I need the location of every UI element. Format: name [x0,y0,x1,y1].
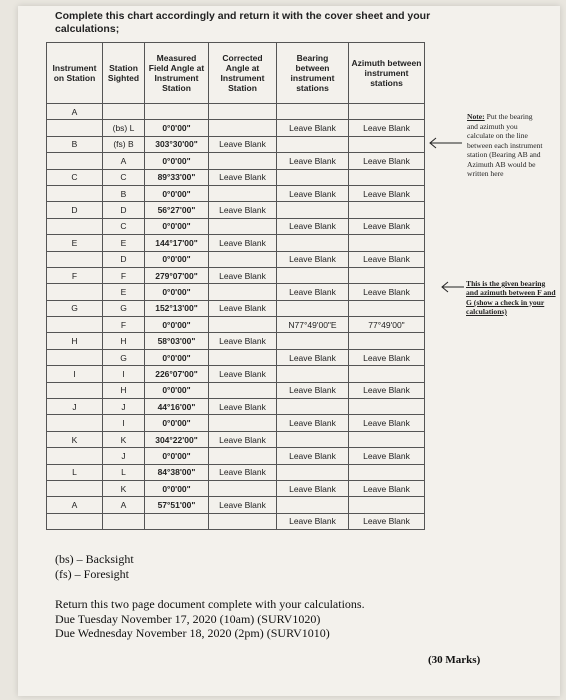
table-row [47,267,425,283]
corrected-angle-blank [209,317,277,333]
station-sighted-cell: C [103,169,145,185]
instrument-station-cell: H [47,333,103,349]
measured-angle-cell: 44°16'00" [145,399,209,415]
instrument-station-blank [47,218,103,234]
measured-angle-blank [145,104,209,120]
table-row [47,136,425,152]
azimuth-cell[interactable]: Leave Blank [349,153,425,169]
corrected-angle-blank [209,415,277,431]
table-row [47,218,425,234]
azimuth-blank [349,104,425,120]
instrument-station-cell: D [47,202,103,218]
azimuth-cell[interactable]: Leave Blank [349,513,425,529]
station-sighted-cell: D [103,251,145,267]
corrected-angle-cell[interactable]: Leave Blank [209,333,277,349]
station-sighted-cell: K [103,431,145,447]
measured-angle-cell: 57°51'00" [145,497,209,513]
measured-angle-cell: 152°13'00" [145,300,209,316]
table-row [47,415,425,431]
instrument-station-blank [47,153,103,169]
station-sighted-cell: H [103,333,145,349]
instrument-station-blank [47,480,103,496]
bearing-cell[interactable]: Leave Blank [277,480,349,496]
measured-angle-cell: 0°0'00" [145,480,209,496]
corrected-angle-cell[interactable]: Leave Blank [209,300,277,316]
bearing-cell[interactable]: Leave Blank [277,349,349,365]
instrument-station-blank [47,185,103,201]
station-sighted-cell: A [103,497,145,513]
station-sighted-cell: D [103,202,145,218]
bearing-blank [277,464,349,480]
instrument-station-cell: E [47,235,103,251]
table-row [47,169,425,185]
azimuth-blank [349,399,425,415]
instrument-station-cell: C [47,169,103,185]
measured-angle-cell: 0°0'00" [145,120,209,136]
bearing-cell[interactable]: Leave Blank [277,284,349,300]
bearing-cell[interactable]: Leave Blank [277,153,349,169]
azimuth-blank [349,202,425,218]
station-sighted-cell: F [103,317,145,333]
note-box [467,112,545,179]
measured-angle-cell: 0°0'00" [145,349,209,365]
corrected-angle-cell[interactable]: Leave Blank [209,202,277,218]
instrument-station-blank [47,415,103,431]
azimuth-cell[interactable]: Leave Blank [349,120,425,136]
measured-angle-cell: 303°30'00" [145,136,209,152]
table-row [47,185,425,201]
bearing-blank [277,169,349,185]
corrected-angle-blank [209,218,277,234]
bearing-cell[interactable]: Leave Blank [277,415,349,431]
azimuth-blank [349,300,425,316]
bearing-blank [277,136,349,152]
corrected-angle-blank [209,153,277,169]
return-instruction: Return this two page document complete with your calculations. [55,597,365,611]
station-sighted-cell: H [103,382,145,398]
measured-angle-cell: 226°07'00" [145,366,209,382]
corrected-angle-blank [209,513,277,529]
azimuth-cell[interactable]: Leave Blank [349,185,425,201]
station-sighted-cell: E [103,235,145,251]
due-date-surv1010: Due Wednesday November 18, 2020 (2pm) (SURV1010) [55,626,330,640]
bearing-cell[interactable]: Leave Blank [277,448,349,464]
table-row [47,317,425,333]
due-date-surv1020: Due Tuesday November 17, 2020 (10am) (SURV1020) [55,611,321,626]
measured-angle-cell: 0°0'00" [145,382,209,398]
instrument-station-cell: I [47,366,103,382]
station-sighted-cell: G [103,349,145,365]
bearing-blank [277,202,349,218]
azimuth-blank [349,431,425,447]
bearing-blank [277,497,349,513]
corrected-angle-cell[interactable]: Leave Blank [209,136,277,152]
instrument-station-cell: A [47,104,103,120]
measured-angle-cell: 304°22'00" [145,431,209,447]
measured-angle-cell: 279°07'00" [145,267,209,283]
azimuth-blank [349,136,425,152]
instrument-station-blank [47,251,103,267]
bearing-blank [277,235,349,251]
bearing-blank [277,431,349,447]
note-text: Put the bearing and azimuth you calculate on the line between each instrument station (Bearing AB and Azimuth AB would be written here [467,112,543,178]
instrument-station-blank [47,382,103,398]
bearing-cell[interactable]: N77°49'00"E [277,317,349,333]
bearing-cell[interactable]: Leave Blank [277,218,349,234]
bearing-cell[interactable]: Leave Blank [277,513,349,529]
note-label: Note: [467,112,485,121]
corrected-angle-cell[interactable]: Leave Blank [209,464,277,480]
station-sighted-cell: (fs) B [103,136,145,152]
table-row [47,333,425,349]
measured-angle-cell: 0°0'00" [145,317,209,333]
bearing-blank [277,366,349,382]
instrument-station-blank [47,120,103,136]
azimuth-blank [349,235,425,251]
azimuth-blank [349,464,425,480]
table-row [47,448,425,464]
corrected-angle-cell[interactable]: Leave Blank [209,497,277,513]
measured-angle-cell: 89°33'00" [145,169,209,185]
corrected-angle-blank [209,480,277,496]
corrected-angle-blank [209,120,277,136]
instrument-station-blank [47,513,103,529]
station-sighted-cell: B [103,185,145,201]
measured-angle-cell: 0°0'00" [145,251,209,267]
instrument-station-cell: L [47,464,103,480]
azimuth-cell[interactable]: Leave Blank [349,382,425,398]
measured-angle-blank [145,513,209,529]
footer-text [55,552,535,641]
station-sighted-cell: G [103,300,145,316]
bearing-blank [277,399,349,415]
station-sighted-cell: J [103,448,145,464]
azimuth-cell[interactable]: Leave Blank [349,251,425,267]
station-sighted-cell: K [103,480,145,496]
station-sighted-cell: J [103,399,145,415]
instructions-text: Complete this chart accordingly and return it with the cover sheet and your calculations; [55,10,431,35]
azimuth-blank [349,366,425,382]
corrected-angle-cell[interactable]: Leave Blank [209,366,277,382]
corrected-angle-blank [209,349,277,365]
azimuth-cell[interactable]: Leave Blank [349,448,425,464]
measured-angle-cell: 56°27'00" [145,202,209,218]
station-sighted-cell: I [103,415,145,431]
instrument-station-cell: B [47,136,103,152]
station-sighted-cell: (bs) L [103,120,145,136]
station-sighted-cell: E [103,284,145,300]
table-row [47,497,425,513]
table-row [47,300,425,316]
corrected-angle-blank [209,448,277,464]
instrument-station-cell: F [47,267,103,283]
measured-angle-cell: 0°0'00" [145,218,209,234]
azimuth-cell[interactable]: Leave Blank [349,349,425,365]
header-station-sighted: Station Sighted [103,43,145,104]
instrument-station-cell: G [47,300,103,316]
azimuth-cell[interactable]: 77°49'00" [349,317,425,333]
corrected-angle-cell[interactable]: Leave Blank [209,169,277,185]
measured-angle-cell: 58°03'00" [145,333,209,349]
bearing-cell[interactable]: Leave Blank [277,120,349,136]
station-sighted-cell: L [103,464,145,480]
measured-angle-cell: 0°0'00" [145,153,209,169]
corrected-angle-blank [209,284,277,300]
bearing-cell[interactable]: Leave Blank [277,251,349,267]
azimuth-blank [349,497,425,513]
bearing-blank [277,104,349,120]
measured-angle-cell: 0°0'00" [145,185,209,201]
corrected-angle-blank [209,185,277,201]
measured-angle-cell: 84°38'00" [145,464,209,480]
table-row [47,513,425,529]
legend-backsight: (bs) – Backsight [55,552,134,566]
header-corrected-angle: Corrected Angle at Instrument Station [209,43,277,104]
measured-angle-cell: 144°17'00" [145,235,209,251]
corrected-angle-cell[interactable]: Leave Blank [209,431,277,447]
station-sighted-cell: I [103,366,145,382]
instrument-station-cell: A [47,497,103,513]
table-row [47,235,425,251]
given-bearing-note: This is the given bearing and azimuth between F and G (show a check in your calculations) [466,279,556,316]
header-measured-angle: Measured Field Angle at Instrument Station [145,43,209,104]
table-row [47,366,425,382]
marks-label: (30 Marks) [428,654,481,666]
measured-angle-cell: 0°0'00" [145,448,209,464]
bearing-blank [277,333,349,349]
header-bearing: Bearing between instrument stations [277,43,349,104]
azimuth-blank [349,333,425,349]
table-row [47,153,425,169]
bearing-cell[interactable]: Leave Blank [277,382,349,398]
measured-angle-cell: 0°0'00" [145,284,209,300]
station-sighted-blank [103,513,145,529]
header-azimuth: Azimuth between instrument stations [349,43,425,104]
corrected-angle-blank [209,104,277,120]
table-header-row [47,43,425,104]
station-sighted-cell: F [103,267,145,283]
azimuth-blank [349,267,425,283]
corrected-angle-cell[interactable]: Leave Blank [209,235,277,251]
table-row [47,284,425,300]
table-row [47,480,425,496]
instrument-station-blank [47,349,103,365]
measured-angle-cell: 0°0'00" [145,415,209,431]
corrected-angle-cell[interactable]: Leave Blank [209,267,277,283]
table-row [47,464,425,480]
bearing-cell[interactable]: Leave Blank [277,185,349,201]
azimuth-cell[interactable]: Leave Blank [349,480,425,496]
note-arrow-icon [428,136,464,150]
table-row [47,104,425,120]
corrected-angle-cell[interactable]: Leave Blank [209,399,277,415]
station-sighted-blank [103,104,145,120]
survey-table [46,42,425,530]
instrument-station-cell: J [47,399,103,415]
azimuth-cell[interactable]: Leave Blank [349,284,425,300]
azimuth-cell[interactable]: Leave Blank [349,415,425,431]
given-arrow-icon [440,280,466,294]
station-sighted-cell: C [103,218,145,234]
table-row [47,120,425,136]
instrument-station-blank [47,284,103,300]
azimuth-cell[interactable]: Leave Blank [349,218,425,234]
table-row [47,349,425,365]
table-row [47,382,425,398]
table-row [47,251,425,267]
legend-foresight: (fs) – Foresight [55,566,129,581]
corrected-angle-blank [209,251,277,267]
instrument-station-cell: K [47,431,103,447]
header-instrument-station: Instrument on Station [47,43,103,104]
table-row [47,202,425,218]
azimuth-blank [349,169,425,185]
bearing-blank [277,300,349,316]
table-row [47,399,425,415]
instrument-station-blank [47,448,103,464]
corrected-angle-blank [209,382,277,398]
bearing-blank [277,267,349,283]
station-sighted-cell: A [103,153,145,169]
instrument-station-blank [47,317,103,333]
table-row [47,431,425,447]
